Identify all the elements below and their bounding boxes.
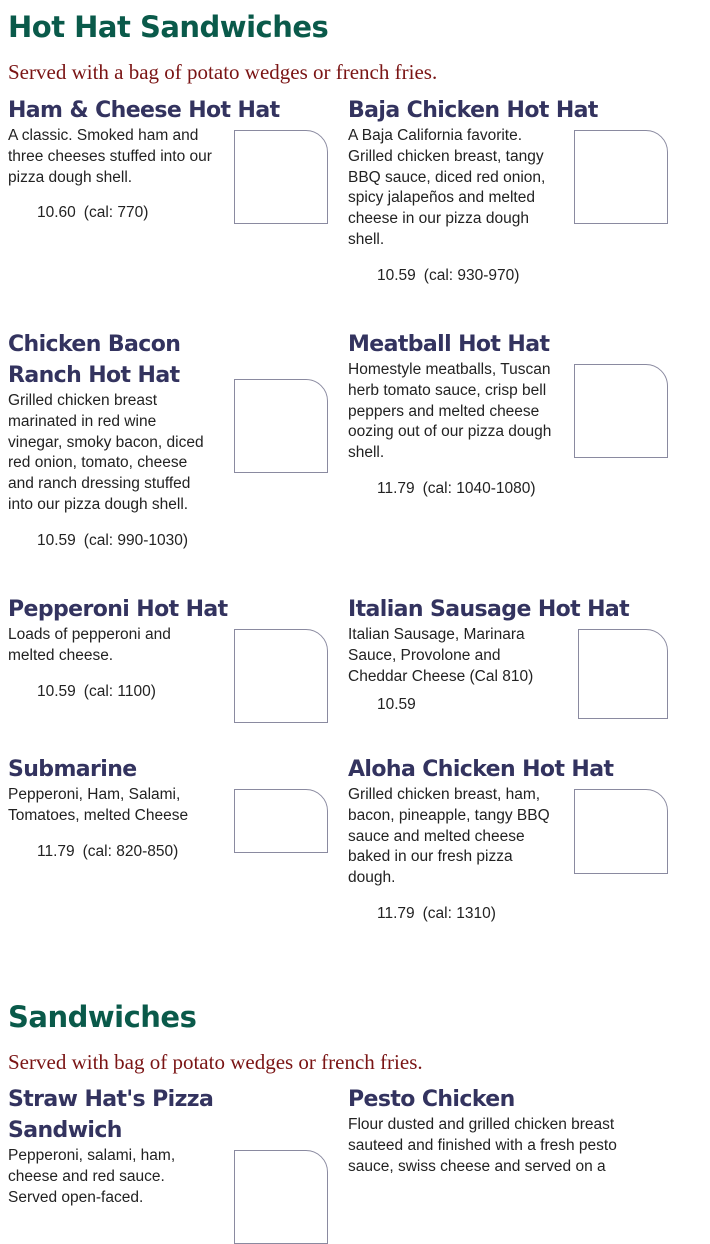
item-photo[interactable]	[234, 789, 328, 853]
item-price: 10.59	[37, 531, 76, 549]
item-calories: (cal: 1310)	[422, 904, 496, 922]
item-description: Grilled chicken breast marinated in red wine vinegar, smoky bacon, diced red onion, tomato, cheese and ranch dressing stuffed into our pizza dough shell.	[8, 392, 204, 513]
item-name: Ham & Cheese Hot Hat	[8, 98, 280, 123]
menu-item-pizza-sandwich[interactable]	[8, 1084, 328, 1208]
item-price: 10.60	[37, 204, 76, 222]
item-price-row	[8, 531, 328, 551]
menu-item-meatball[interactable]	[348, 329, 668, 499]
item-name: Italian Sausage Hot Hat	[348, 597, 630, 622]
item-description: Pepperoni, Ham, Salami, Tomatoes, melted Cheese	[8, 786, 189, 824]
item-price-row	[348, 266, 668, 286]
item-calories: (cal: 770)	[83, 204, 149, 222]
menu-item-ham-cheese[interactable]	[8, 95, 328, 223]
menu-item-italian-sausage[interactable]	[348, 594, 668, 715]
item-name: Aloha Chicken Hot Hat	[348, 757, 614, 782]
menu-item-aloha-chicken[interactable]	[348, 754, 668, 924]
item-description: A classic. Smoked ham and three cheeses stuffed into our pizza dough shell.	[8, 127, 212, 186]
item-photo[interactable]	[574, 364, 668, 458]
item-calories: (cal: 1040-1080)	[422, 479, 536, 497]
item-name: Baja Chicken Hot Hat	[348, 98, 598, 123]
item-photo[interactable]	[234, 629, 328, 723]
item-description: Italian Sausage, Marinara Sauce, Provolone and Cheddar Cheese (Cal 810)	[348, 626, 534, 685]
item-price: 10.59	[37, 682, 76, 700]
item-calories: (cal: 1100)	[83, 682, 156, 700]
item-name: Pesto Chicken	[348, 1087, 515, 1112]
item-calories: (cal: 990-1030)	[83, 531, 189, 549]
item-name: Meatball Hot Hat	[348, 332, 550, 357]
item-photo[interactable]	[234, 1150, 328, 1244]
item-description: Pepperoni, salami, ham, cheese and red sauce. Served open-faced.	[8, 1147, 176, 1206]
section-title: Sandwiches	[8, 1000, 197, 1034]
item-description: A Baja California favorite. Grilled chicken breast, tangy BBQ sauce, diced red onion, spicy jalapeños and melted cheese in our pizza dough shell.	[348, 127, 546, 248]
menu-item-pesto-chicken[interactable]	[348, 1084, 648, 1177]
item-name: Chicken Bacon Ranch Hot Hat	[8, 332, 181, 388]
item-photo[interactable]	[578, 629, 668, 719]
menu-item-chicken-bacon-ranch[interactable]	[8, 329, 328, 551]
section-subtitle: Served with bag of potato wedges or french fries.	[8, 1050, 423, 1074]
item-description: Loads of pepperoni and melted cheese.	[8, 626, 171, 664]
item-name: Straw Hat's Pizza Sandwich	[8, 1087, 214, 1143]
item-description: Grilled chicken breast, ham, bacon, pineapple, tangy BBQ sauce and melted cheese baked in our fresh pizza dough.	[348, 786, 550, 887]
item-photo[interactable]	[234, 130, 328, 224]
item-name: Pepperoni Hot Hat	[8, 597, 228, 622]
item-price: 10.59	[377, 696, 416, 714]
item-description: Homestyle meatballs, Tuscan herb tomato sauce, crisp bell peppers and melted cheese oozing out of our pizza dough shell.	[348, 361, 552, 462]
item-price: 11.79	[37, 842, 75, 860]
item-description: Flour dusted and grilled chicken breast sauteed and finished with a fresh pesto sauce, swiss cheese and served on a	[348, 1116, 617, 1175]
item-price: 11.79	[377, 904, 415, 922]
item-photo[interactable]	[574, 130, 668, 224]
item-price-row	[348, 904, 668, 924]
section-title: Hot Hat Sandwiches	[8, 10, 329, 44]
item-name: Submarine	[8, 757, 137, 782]
item-photo[interactable]	[234, 379, 328, 473]
section-subtitle: Served with a bag of potato wedges or french fries.	[8, 60, 438, 84]
menu-item-submarine[interactable]	[8, 754, 328, 862]
item-price: 10.59	[377, 266, 416, 284]
menu-item-baja-chicken[interactable]	[348, 95, 668, 286]
item-calories: (cal: 930-970)	[423, 266, 520, 284]
item-photo[interactable]	[574, 789, 668, 874]
item-price-row	[348, 479, 668, 499]
item-price: 11.79	[377, 479, 415, 497]
menu-item-pepperoni[interactable]	[8, 594, 328, 702]
item-calories: (cal: 820-850)	[82, 842, 179, 860]
